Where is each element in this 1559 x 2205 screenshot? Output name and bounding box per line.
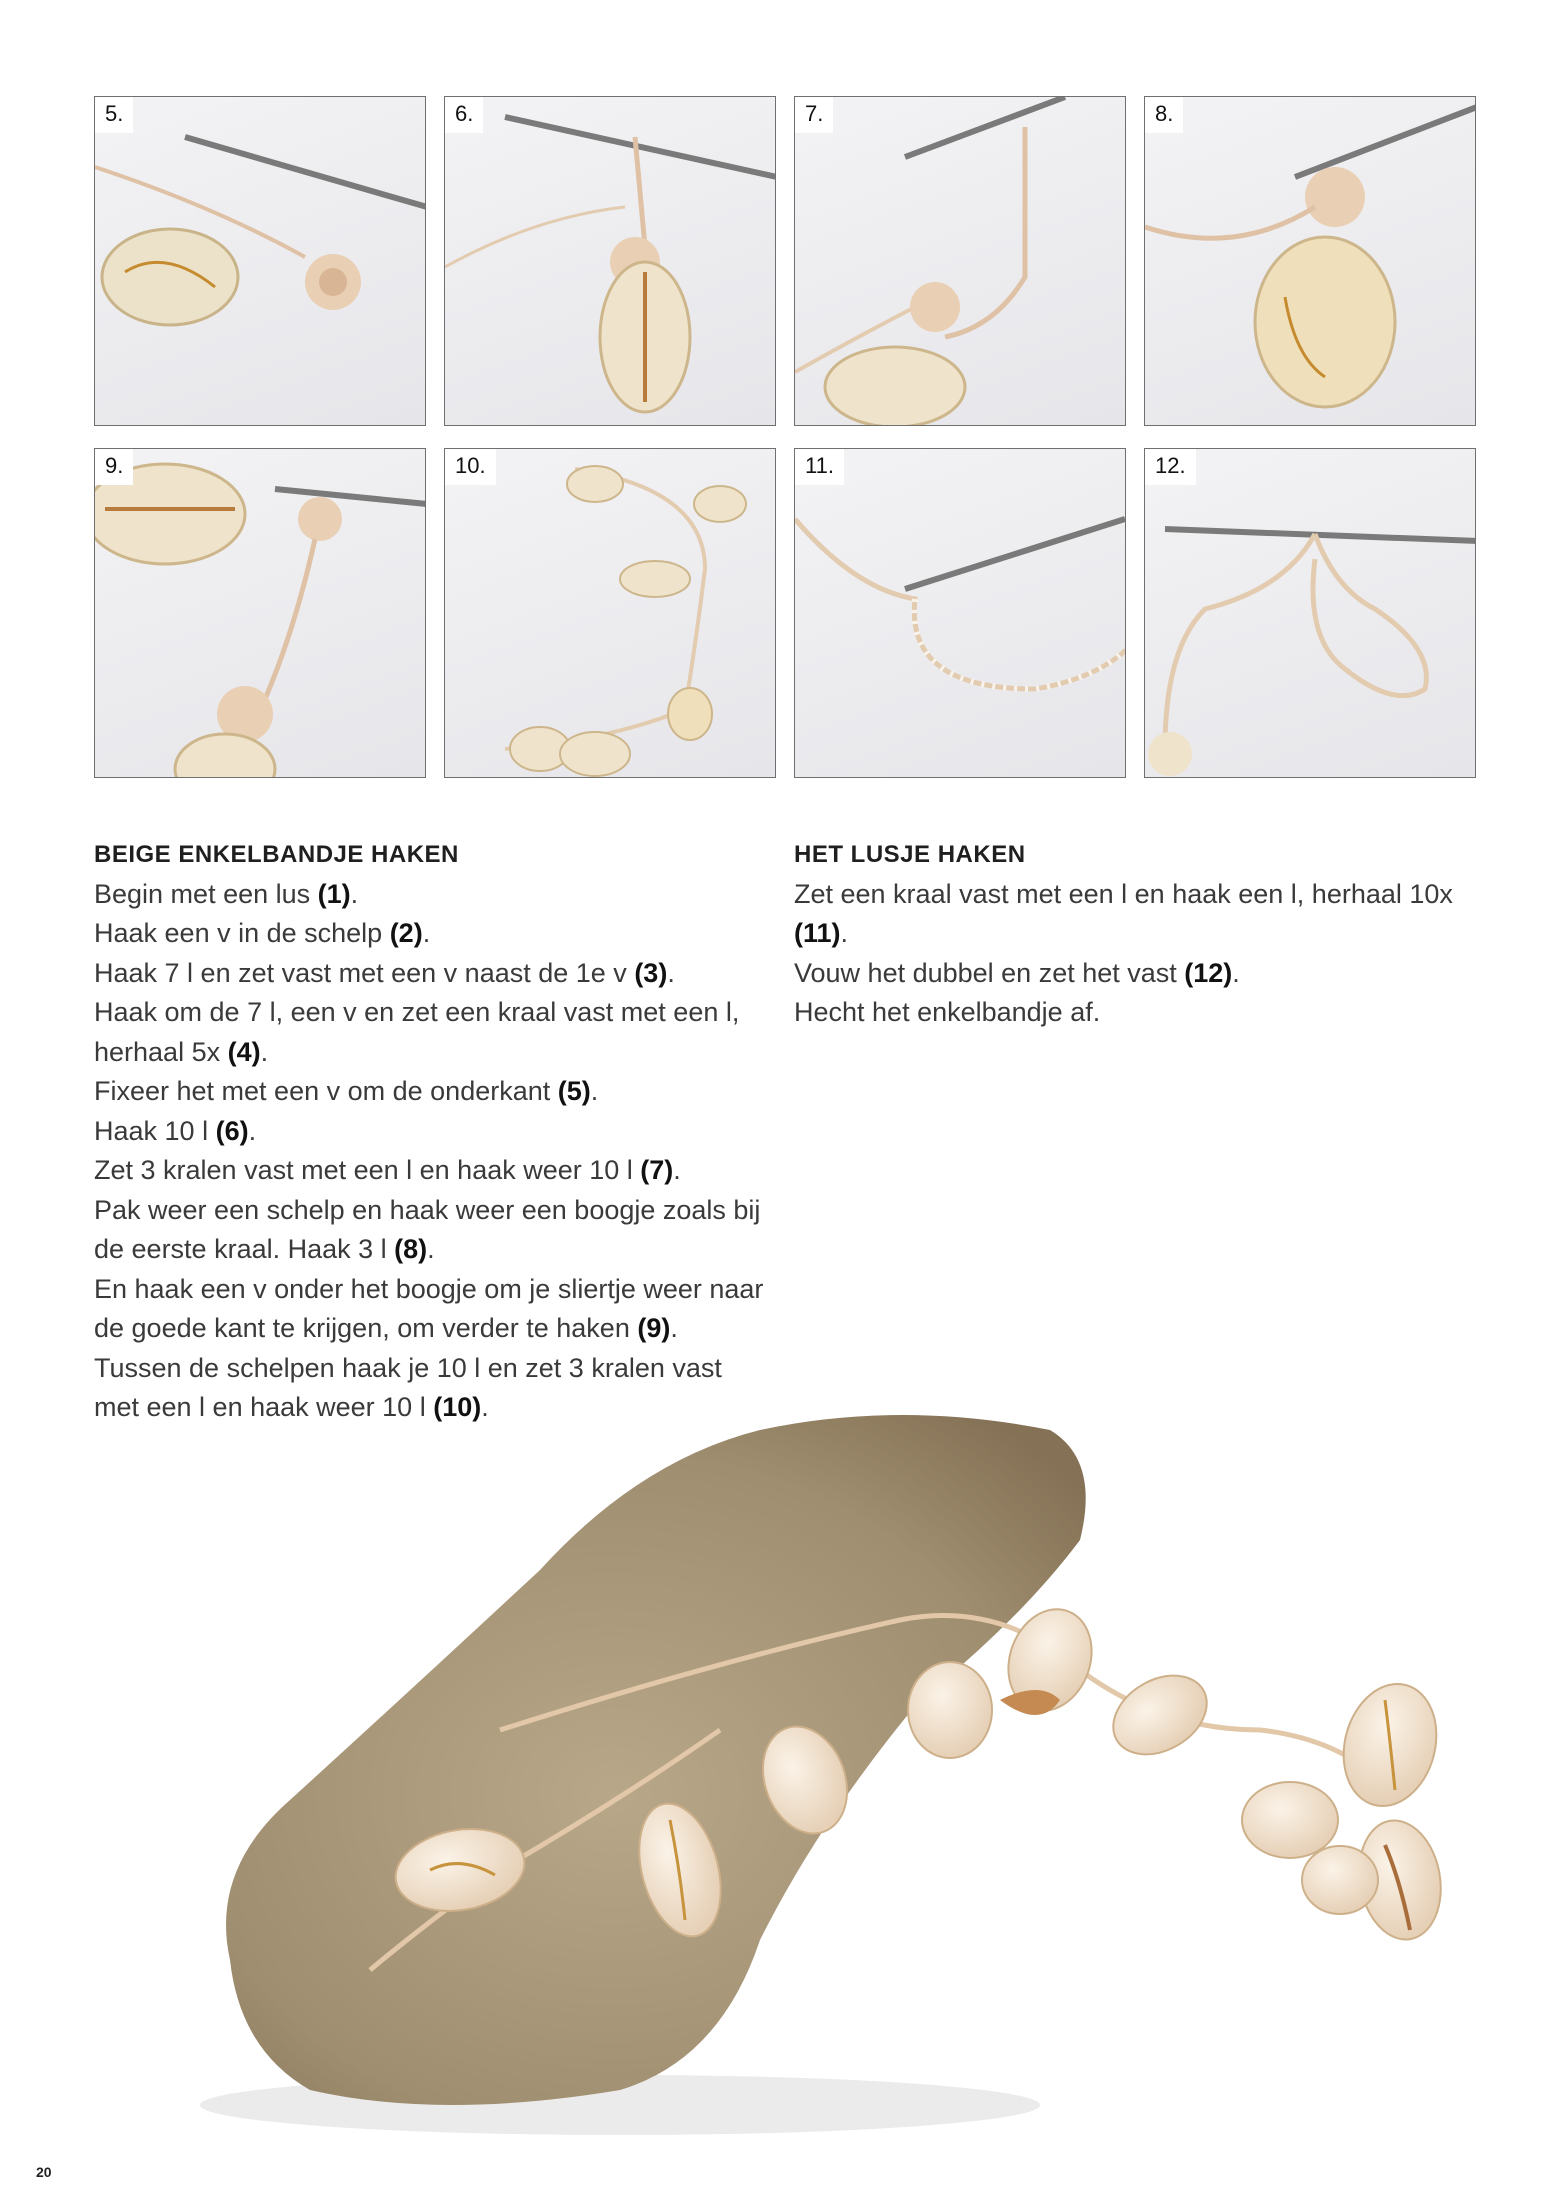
instruction-line: Vouw het dubbel en zet het vast (12). [794, 957, 1240, 988]
step-label: 8. [1145, 97, 1183, 133]
shell-crochet-photo [445, 449, 776, 778]
instruction-line: Haak om de 7 l, een v en zet een kraal vast met een l, herhaal 5x (4). [94, 997, 740, 1067]
instruction-line: Haak een v in de schelp (2). [94, 918, 431, 948]
step-label: 7. [795, 97, 833, 133]
instructions-right [794, 835, 1474, 1033]
shell-crochet-photo [1145, 449, 1476, 778]
instruction-line: Hecht het enkelbandje af. [794, 997, 1101, 1027]
instruction-line: Zet een kraal vast met een l en haak een l, herhaal 10x (11). [794, 878, 1453, 948]
instructions-left [94, 835, 774, 1428]
instruction-line: Haak 7 l en zet vast met een v naast de 1e v (3). [94, 957, 675, 988]
step-photo-12 [1144, 448, 1476, 778]
step-label: 10. [445, 449, 496, 485]
stone [226, 1415, 1086, 2105]
section-heading: BEIGE ENKELBANDJE HAKEN [94, 841, 459, 868]
step-photo-7 [794, 96, 1126, 426]
step-photo-8 [1144, 96, 1476, 426]
shell-crochet-photo [95, 97, 426, 426]
shell-crochet-photo [95, 449, 426, 778]
step-photo-5 [94, 96, 426, 426]
shell-crochet-photo [445, 97, 776, 426]
shell-crochet-photo [795, 97, 1126, 426]
step-photo-9 [94, 448, 426, 778]
instruction-line: Begin met een lus (1). [94, 878, 359, 909]
step-label: 6. [445, 97, 483, 133]
anklet-on-stone-photo [200, 1400, 1500, 2140]
shell-crochet-photo [1145, 97, 1476, 426]
step-label: 9. [95, 449, 133, 485]
step-photo-6 [444, 96, 776, 426]
instruction-line: En haak een v onder het boogje om je sliertje weer naar de goede kant te krijgen, om verder te haken (9). [94, 1273, 764, 1343]
step-label: 11. [795, 449, 844, 485]
section-heading: HET LUSJE HAKEN [794, 841, 1026, 868]
step-label: 12. [1145, 449, 1196, 485]
instruction-line: Pak weer een schelp en haak weer een boogje zoals bij de eerste kraal. Haak 3 l (8). [94, 1194, 761, 1264]
instruction-line: Zet 3 kralen vast met een l en haak weer 10 l (7). [94, 1155, 681, 1185]
page-number: 20 [36, 2164, 52, 2180]
instruction-line: Tussen de schelpen haak je 10 l en zet 3 kralen vast met een l en haak weer 10 l (10). [94, 1352, 722, 1422]
instruction-line: Haak 10 l (6). [94, 1115, 257, 1146]
instruction-line: Fixeer het met een v om de onderkant (5). [94, 1076, 599, 1106]
step-photo-10 [444, 448, 776, 778]
step-photo-11 [794, 448, 1126, 778]
step-label: 5. [95, 97, 133, 133]
shell-crochet-photo [795, 449, 1126, 778]
